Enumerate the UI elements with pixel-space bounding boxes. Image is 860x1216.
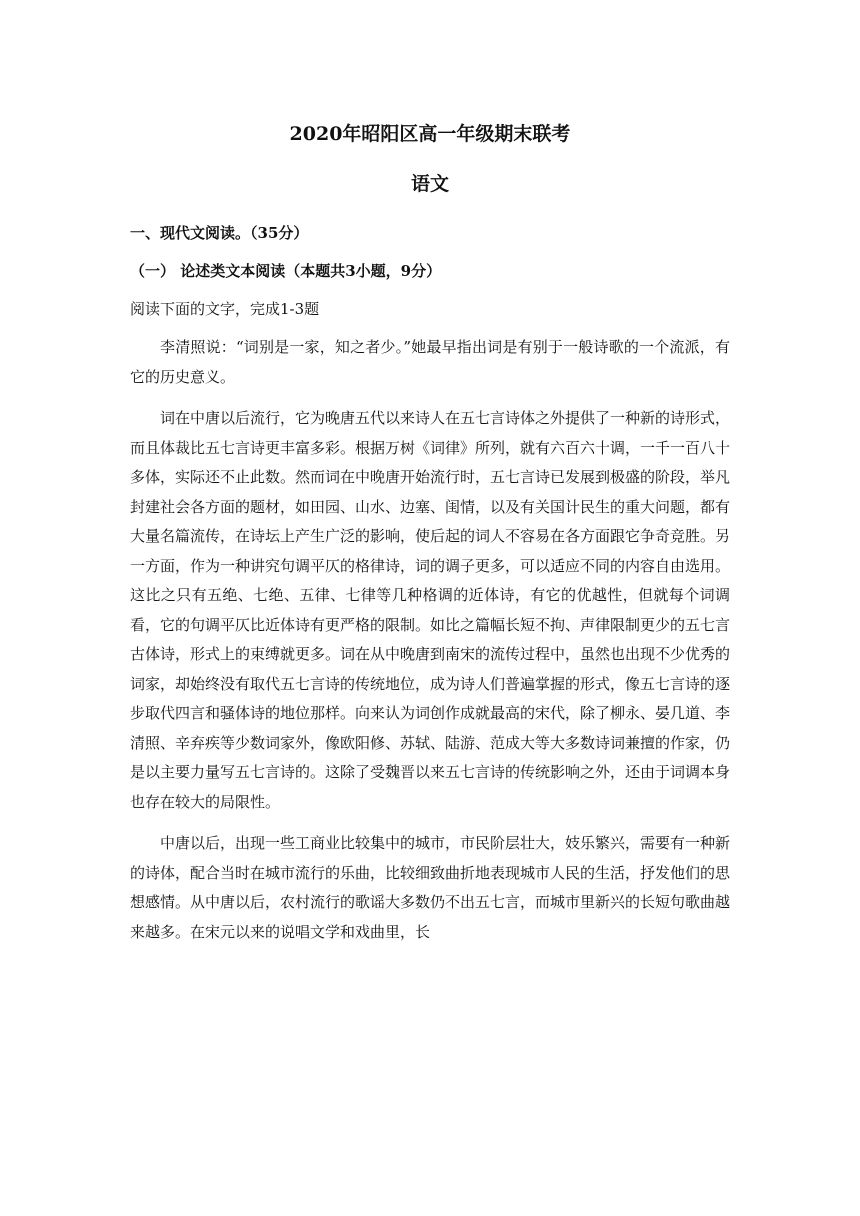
paragraph-1: 李清照说：“词别是一家，知之者少。”她最早指出词是有别于一般诗歌的一个流派，有它的历史意义。 <box>130 338 730 386</box>
exam-title: 2020年昭阳区高一年级期末联考 <box>289 123 571 145</box>
subject-title: 语文 <box>410 173 449 195</box>
paragraph-2: 词在中唐以后流行，它为晚唐五代以来诗人在五七言诗体之外提供了一种新的诗形式，而且体裁比五七言诗更丰富多彩。根据万树《词律》所列，就有六百六十调，一千一百八十多体，实际还不止此数。然而词在中晚唐开始流行时，五七言诗已发展到极盛的阶段，举凡封建社会各方面的题材，如田园、山水、边塞、闺情，以及有关国计民生的重大问题，都有大量名篇流传，在诗坛上产生广泛的影响，使后起的词人不容易在各方面跟它争奇竞胜。另一方面，作为一种讲究句调平仄的格律诗，词的调子更多，可以适应不同的内容自由选用。这比之只有五绝、七绝、五律、七律等几种格调的近体诗，有它的优越性，但就每个词调看，它的句调平仄比近体诗有更严格的限制。如比之篇幅长短不拘、声律限制更少的五七言古体诗，形式上的束缚就更多。词在从中晚唐到南宋的流传过程中，虽然也出现不少优秀的词家，却始终没有取代五七言诗的传统地位，成为诗人们普遍掌握的形式，像五七言诗的逐步取代四言和骚体诗的地位那样。向来认为词创作成就最高的宋代，除了柳永、晏几道、李清照、辛弃疾等少数词家外，像欧阳修、苏轼、陆游、范成大等大多数诗词兼擅的作家，仍是以主要力量写五七言诗的。这除了受魏晋以来五七言诗的传统影响之外，还由于词调本身也存在较大的局限性。 <box>130 409 731 811</box>
sub-section-heading: （一） 论述类文本阅读（本题共3小题，9分） <box>130 262 442 280</box>
document-content <box>130 120 730 947</box>
reading-instruction: 阅读下面的文字，完成1-3题 <box>130 300 320 318</box>
paragraph-3: 中唐以后，出现一些工商业比较集中的城市，市民阶层壮大，妓乐繁兴，需要有一种新的诗体，配合当时在城市流行的乐曲，比较细致曲折地表现城市人民的生活，抒发他们的思想感情。从中唐以后，农村流行的歌谣大多数仍不出五七言，而城市里新兴的长短句歌曲越来越多。在宋元以来的说唱文学和戏曲里，长 <box>130 834 731 941</box>
section-heading: 一、现代文阅读。（35分） <box>130 224 309 242</box>
